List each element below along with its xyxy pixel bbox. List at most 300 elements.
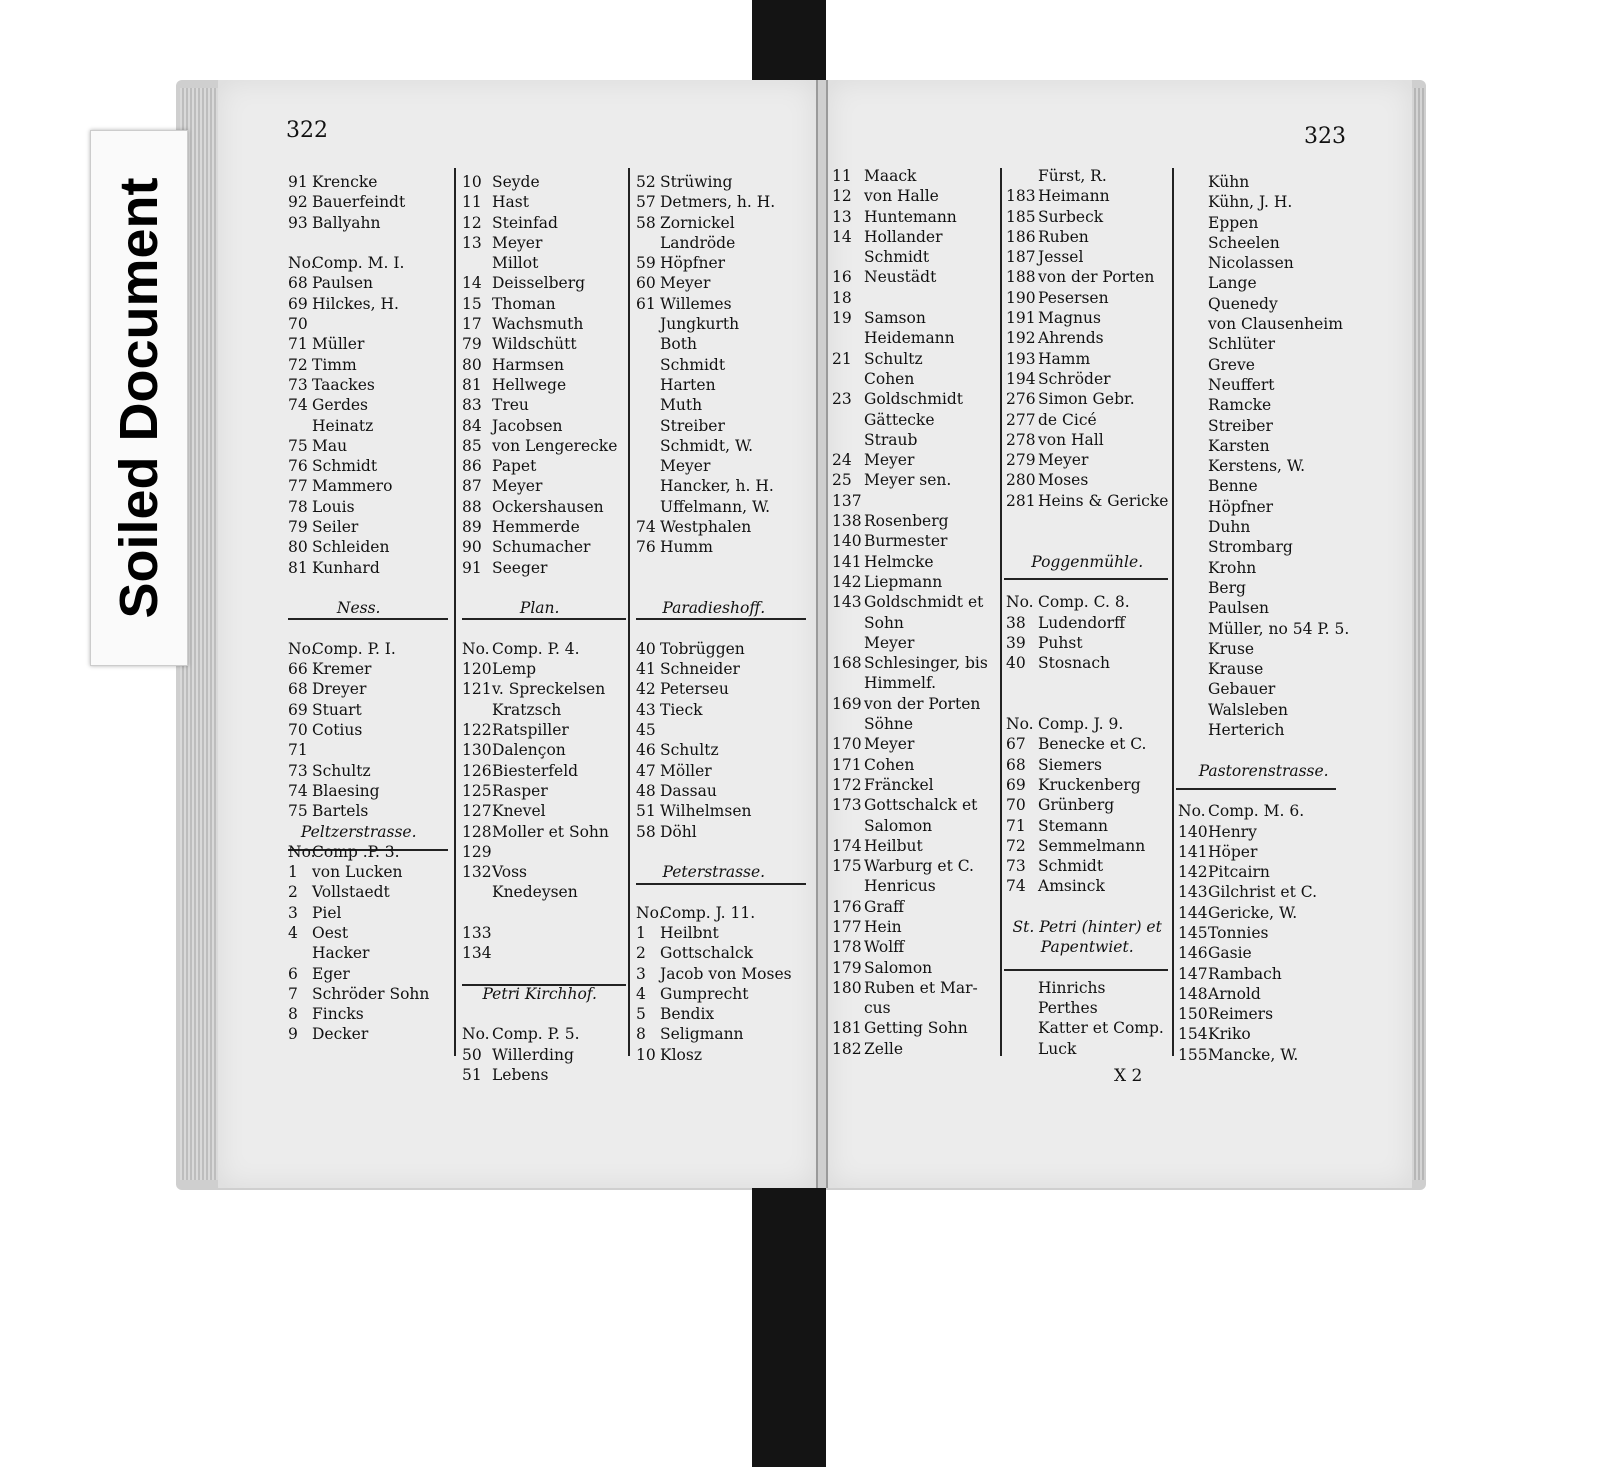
house-number: 4 <box>288 923 298 942</box>
directory-entry <box>636 943 792 963</box>
resident-name: Krohn <box>1208 558 1257 577</box>
house-number: 76 <box>636 538 656 557</box>
house-number: 127 <box>462 802 492 821</box>
house-number: 73 <box>288 761 308 780</box>
left-column-1 <box>288 172 429 1045</box>
house-number: 8 <box>636 1025 646 1044</box>
resident-name: Lange <box>1208 274 1257 293</box>
directory-entry <box>288 436 429 456</box>
house-number: 73 <box>1006 857 1026 876</box>
resident-name: Lemp <box>492 660 537 679</box>
resident-name: Rosenberg <box>864 512 949 531</box>
directory-entry <box>636 233 792 253</box>
resident-name: Himmelf. <box>864 674 937 693</box>
directory-entry <box>462 294 617 314</box>
resident-name: Döhl <box>660 822 697 841</box>
directory-entry <box>288 700 429 720</box>
directory-entry <box>1006 511 1168 531</box>
directory-entry <box>462 619 617 639</box>
house-number: No. <box>636 903 664 922</box>
directory-entry <box>288 1004 429 1024</box>
house-number: 141 <box>1178 842 1208 861</box>
house-number: 173 <box>832 796 862 815</box>
resident-name: Burmester <box>864 532 948 551</box>
resident-name: Meyer <box>492 477 543 496</box>
resident-name: Gättecke <box>864 410 935 429</box>
resident-name: Wildschütt <box>492 335 577 354</box>
directory-entry <box>1178 1045 1349 1065</box>
directory-entry <box>832 917 988 937</box>
resident-name: Zornickel <box>660 213 735 232</box>
signature-mark: X 2 <box>1114 1066 1143 1086</box>
house-number: 72 <box>1006 836 1026 855</box>
directory-entry <box>832 937 988 957</box>
house-number: 45 <box>636 721 656 740</box>
house-number: 2 <box>288 883 298 902</box>
resident-name: Goldschmidt <box>864 390 964 409</box>
house-number: 120 <box>462 660 492 679</box>
resident-name: Bendix <box>660 1005 715 1024</box>
directory-entry <box>636 497 792 517</box>
resident-name: Quenedy <box>1208 294 1278 313</box>
house-number: 3 <box>636 964 646 983</box>
directory-entry <box>288 537 429 557</box>
house-number: 11 <box>832 167 852 185</box>
resident-name: Willerding <box>492 1045 574 1064</box>
directory-entry <box>462 537 617 557</box>
directory-entry <box>462 1024 617 1044</box>
resident-name: von Lengerecke <box>492 436 618 455</box>
resident-name: Millot <box>492 254 539 273</box>
house-number: 144 <box>1178 903 1208 922</box>
resident-name: Neustädt <box>864 268 937 287</box>
directory-entry <box>1178 943 1349 963</box>
resident-name: Schmidt <box>312 457 378 476</box>
resident-name: Comp. M. I. <box>312 254 405 273</box>
resident-name: Semmelmann <box>1038 836 1146 855</box>
directory-entry <box>636 781 792 801</box>
directory-entry <box>288 679 429 699</box>
house-number: 7 <box>288 984 298 1003</box>
house-number: 77 <box>288 477 308 496</box>
directory-entry <box>1006 491 1168 511</box>
directory-entry <box>832 836 988 856</box>
directory-entry <box>462 923 617 943</box>
directory-entry <box>288 578 429 598</box>
house-number: 43 <box>636 700 656 719</box>
house-number: 182 <box>832 1039 862 1058</box>
house-number: 76 <box>288 457 308 476</box>
resident-name: Hilckes, H. <box>312 294 399 313</box>
resident-name: Moses <box>1038 471 1089 490</box>
directory-entry <box>1178 192 1349 212</box>
directory-entry <box>1006 450 1168 470</box>
resident-name: Eger <box>312 964 350 983</box>
directory-entry <box>462 375 617 395</box>
directory-entry <box>636 1004 792 1024</box>
directory-entry <box>288 558 429 578</box>
directory-entry <box>832 430 988 450</box>
resident-name: Jacobsen <box>492 416 563 435</box>
house-number: 192 <box>1006 329 1036 348</box>
house-number: No. <box>1006 715 1034 734</box>
house-number: 42 <box>636 680 656 699</box>
resident-name: Landröde <box>660 233 736 252</box>
house-number: 48 <box>636 781 656 800</box>
house-number: 193 <box>1006 349 1036 368</box>
house-number: 190 <box>1006 288 1036 307</box>
house-number: 133 <box>462 923 492 942</box>
directory-entry <box>832 1039 988 1059</box>
resident-name: Schmidt <box>1038 857 1104 876</box>
directory-entry <box>1178 233 1349 253</box>
directory-entry <box>1006 592 1168 612</box>
house-number: 146 <box>1178 944 1208 963</box>
house-number: 14 <box>462 274 482 293</box>
directory-entry <box>636 679 792 699</box>
directory-entry <box>1178 213 1349 233</box>
directory-entry <box>1006 613 1168 633</box>
resident-name: Kühn, J. H. <box>1208 193 1293 212</box>
directory-entry <box>1178 598 1349 618</box>
resident-name: Ballyahn <box>312 213 381 232</box>
house-number: 13 <box>462 233 482 252</box>
house-number: 85 <box>462 436 482 455</box>
house-number: 60 <box>636 274 656 293</box>
resident-name: Westphalen <box>660 518 752 537</box>
directory-entry <box>1178 436 1349 456</box>
column-divider <box>454 168 456 1056</box>
street-name: Pastorenstrasse. <box>1198 761 1329 780</box>
directory-entry <box>288 801 429 821</box>
house-number: 74 <box>1006 877 1026 896</box>
house-number: 9 <box>288 1025 298 1044</box>
directory-entry <box>636 172 792 192</box>
resident-name: Steinfad <box>492 213 558 232</box>
resident-name: Straub <box>864 430 918 449</box>
resident-name: Moller et Sohn <box>492 822 609 841</box>
resident-name: Mammero <box>312 477 393 496</box>
house-number: 183 <box>1006 187 1036 206</box>
directory-entry <box>462 456 617 476</box>
house-number: 179 <box>832 958 862 977</box>
resident-name: Hemmerde <box>492 518 580 537</box>
resident-name: Henricus <box>864 877 936 896</box>
directory-entry <box>1006 653 1168 673</box>
directory-entry <box>636 923 792 943</box>
directory-entry <box>1006 186 1168 206</box>
house-number: 121 <box>462 680 492 699</box>
resident-name: Meyer <box>1038 451 1089 470</box>
house-number: 125 <box>462 781 492 800</box>
house-number: 176 <box>832 897 862 916</box>
house-number: 140 <box>1178 822 1208 841</box>
house-number: 41 <box>636 660 656 679</box>
directory-entry <box>462 639 617 659</box>
house-number: 187 <box>1006 248 1036 267</box>
resident-name: Kruckenberg <box>1038 775 1141 794</box>
directory-entry <box>462 862 617 882</box>
house-number: 66 <box>288 660 308 679</box>
directory-entry <box>636 456 792 476</box>
directory-entry <box>462 436 617 456</box>
resident-name: Ruben et Mar- <box>864 978 978 997</box>
resident-name: Krencke <box>312 173 378 191</box>
street-name: Poggenmühle. <box>1031 552 1144 571</box>
house-number: 132 <box>462 863 492 882</box>
directory-entry <box>1006 755 1168 775</box>
resident-name: Greve <box>1208 355 1255 374</box>
house-number: 2 <box>636 944 646 963</box>
street-heading <box>1178 761 1349 781</box>
house-number: 84 <box>462 416 482 435</box>
directory-entry <box>1006 633 1168 653</box>
directory-entry <box>462 558 617 578</box>
house-number: 19 <box>832 309 852 328</box>
directory-entry <box>832 349 988 369</box>
resident-name: Lebens <box>492 1066 549 1085</box>
directory-entry <box>832 998 988 1018</box>
resident-name: Surbeck <box>1038 207 1104 226</box>
house-number: 147 <box>1178 964 1208 983</box>
directory-entry <box>462 314 617 334</box>
directory-entry <box>1178 416 1349 436</box>
directory-entry <box>832 613 988 633</box>
directory-entry <box>636 882 792 902</box>
house-number: 51 <box>462 1066 482 1085</box>
directory-entry <box>462 822 617 842</box>
directory-entry <box>288 334 429 354</box>
directory-entry <box>1178 639 1349 659</box>
house-number: 21 <box>832 349 852 368</box>
directory-entry <box>1178 964 1349 984</box>
house-number: 134 <box>462 944 492 963</box>
directory-entry <box>832 755 988 775</box>
directory-entry <box>1006 328 1168 348</box>
house-number: 8 <box>288 1005 298 1024</box>
directory-entry <box>462 1045 617 1065</box>
resident-name: Cotius <box>312 721 363 740</box>
directory-entry <box>1178 822 1349 842</box>
resident-name: Wachsmuth <box>492 315 584 334</box>
house-number: 168 <box>832 654 862 673</box>
directory-entry <box>1178 740 1349 760</box>
directory-entry <box>462 761 617 781</box>
house-number: 1 <box>636 923 646 942</box>
street-name: Petri Kirchhof. <box>482 984 597 1003</box>
directory-entry <box>1006 430 1168 450</box>
directory-entry <box>1006 410 1168 430</box>
column-divider <box>1172 168 1174 1056</box>
house-number: 67 <box>1006 735 1026 754</box>
directory-entry <box>636 537 792 557</box>
directory-entry <box>1178 619 1349 639</box>
resident-name: Meyer <box>864 451 915 470</box>
resident-name: Bartels <box>312 802 369 821</box>
resident-name: Decker <box>312 1025 369 1044</box>
street-heading <box>288 822 429 842</box>
resident-name: Neuffert <box>1208 375 1275 394</box>
house-number: 138 <box>832 512 862 531</box>
resident-name: Kriko <box>1208 1025 1251 1044</box>
directory-entry <box>462 497 617 517</box>
directory-entry <box>462 233 617 253</box>
house-number: No. <box>1006 593 1034 612</box>
street-heading <box>1006 552 1168 572</box>
directory-entry <box>288 761 429 781</box>
directory-entry <box>1178 578 1349 598</box>
house-number: 5 <box>636 1005 646 1024</box>
resident-name: Mau <box>312 436 348 455</box>
right-page-number: 323 <box>1304 124 1346 149</box>
street-name: Paradieshoff. <box>662 599 766 618</box>
house-number: 61 <box>636 294 656 313</box>
resident-name: von Halle <box>864 187 939 206</box>
house-number: 81 <box>462 375 482 394</box>
directory-entry <box>1006 349 1168 369</box>
directory-entry <box>636 334 792 354</box>
house-number: 191 <box>1006 309 1036 328</box>
resident-name: Hollander <box>864 227 943 246</box>
directory-entry <box>1006 714 1168 734</box>
resident-name: Heilbut <box>864 836 923 855</box>
house-number: 80 <box>288 538 308 557</box>
right-column-1 <box>832 166 988 1059</box>
resident-name: Hellwege <box>492 375 567 394</box>
directory-entry <box>1006 998 1168 1018</box>
house-number: 69 <box>1006 775 1026 794</box>
resident-name: Dalençon <box>492 741 566 760</box>
directory-entry <box>1006 876 1168 896</box>
house-number: 92 <box>288 193 308 212</box>
house-number: 91 <box>288 173 308 191</box>
directory-entry <box>288 497 429 517</box>
directory-entry <box>462 964 617 984</box>
resident-name: Kunhard <box>312 558 380 577</box>
resident-name: Blaesing <box>312 781 380 800</box>
resident-name: Kremer <box>312 660 372 679</box>
directory-entry <box>832 714 988 734</box>
directory-entry <box>288 172 429 192</box>
directory-entry <box>832 227 988 247</box>
house-number: 279 <box>1006 451 1036 470</box>
resident-name: Kruse <box>1208 639 1255 658</box>
directory-entry <box>288 984 429 1004</box>
directory-entry <box>288 1024 429 1044</box>
directory-entry <box>462 334 617 354</box>
resident-name: Wolff <box>864 938 905 957</box>
house-number: 87 <box>462 477 482 496</box>
directory-entry <box>832 816 988 836</box>
resident-name: Müller <box>312 335 365 354</box>
directory-entry <box>1178 923 1349 943</box>
resident-name: Getting Sohn <box>864 1019 968 1038</box>
resident-name: Graff <box>864 897 905 916</box>
directory-entry <box>832 491 988 511</box>
directory-entry <box>636 761 792 781</box>
house-number: 68 <box>288 680 308 699</box>
directory-entry <box>636 700 792 720</box>
directory-entry <box>1006 369 1168 389</box>
directory-entry <box>288 395 429 415</box>
resident-name: Helmcke <box>864 552 934 571</box>
resident-name: Thoman <box>492 294 556 313</box>
directory-entry <box>1178 395 1349 415</box>
house-number: 178 <box>832 938 862 957</box>
house-number: 78 <box>288 497 308 516</box>
resident-name: Ahrends <box>1038 329 1104 348</box>
directory-entry <box>1178 1004 1349 1024</box>
directory-entry <box>462 192 617 212</box>
street-name: Plan. <box>519 599 560 618</box>
directory-entry <box>288 781 429 801</box>
directory-entry <box>1006 267 1168 287</box>
directory-entry <box>1178 842 1349 862</box>
house-number: 10 <box>636 1045 656 1064</box>
directory-entry <box>1006 572 1168 592</box>
resident-name: Ruben <box>1038 227 1089 246</box>
directory-entry <box>288 882 429 902</box>
house-number: 18 <box>832 288 852 307</box>
resident-name: Fränckel <box>864 775 934 794</box>
resident-name: Schröder Sohn <box>312 984 430 1003</box>
house-number: 40 <box>1006 654 1026 673</box>
house-number: 141 <box>832 552 862 571</box>
resident-name: Herterich <box>1208 721 1285 740</box>
resident-name: Stosnach <box>1038 654 1111 673</box>
resident-name: Deisselberg <box>492 274 586 293</box>
resident-name: Möller <box>660 761 712 780</box>
directory-entry <box>636 314 792 334</box>
house-number: 39 <box>1006 633 1026 652</box>
house-number: 169 <box>832 694 862 713</box>
resident-name: Ockershausen <box>492 497 604 516</box>
resident-name: Wilhelmsen <box>660 802 752 821</box>
directory-entry <box>288 964 429 984</box>
house-number: 10 <box>462 173 482 191</box>
resident-name: Amsinck <box>1038 877 1105 896</box>
house-number: 68 <box>288 274 308 293</box>
house-number: 14 <box>832 227 852 246</box>
resident-name: Salomon <box>864 958 933 977</box>
resident-name: cus <box>864 999 891 1018</box>
house-number: 57 <box>636 193 656 212</box>
house-number: 70 <box>288 721 308 740</box>
directory-entry <box>462 1004 617 1024</box>
resident-name: Heidemann <box>864 329 955 348</box>
directory-entry <box>636 619 792 639</box>
directory-entry <box>462 355 617 375</box>
directory-entry <box>462 903 617 923</box>
resident-name: Schröder <box>1038 369 1111 388</box>
directory-entry <box>832 958 988 978</box>
resident-name: Schmidt <box>864 248 930 267</box>
house-number: 12 <box>462 213 482 232</box>
directory-entry <box>636 375 792 395</box>
directory-entry <box>832 328 988 348</box>
directory-entry <box>288 943 429 963</box>
directory-entry <box>832 267 988 287</box>
resident-name: Seeger <box>492 558 548 577</box>
house-number: 81 <box>288 558 308 577</box>
resident-name: Sohn <box>864 613 904 632</box>
resident-name: Hamm <box>1038 349 1091 368</box>
resident-name: von der Porten <box>1038 268 1155 287</box>
resident-name: v. Spreckelsen <box>492 680 606 699</box>
directory-entry <box>636 355 792 375</box>
directory-entry <box>462 659 617 679</box>
resident-name: Oest <box>312 923 349 942</box>
